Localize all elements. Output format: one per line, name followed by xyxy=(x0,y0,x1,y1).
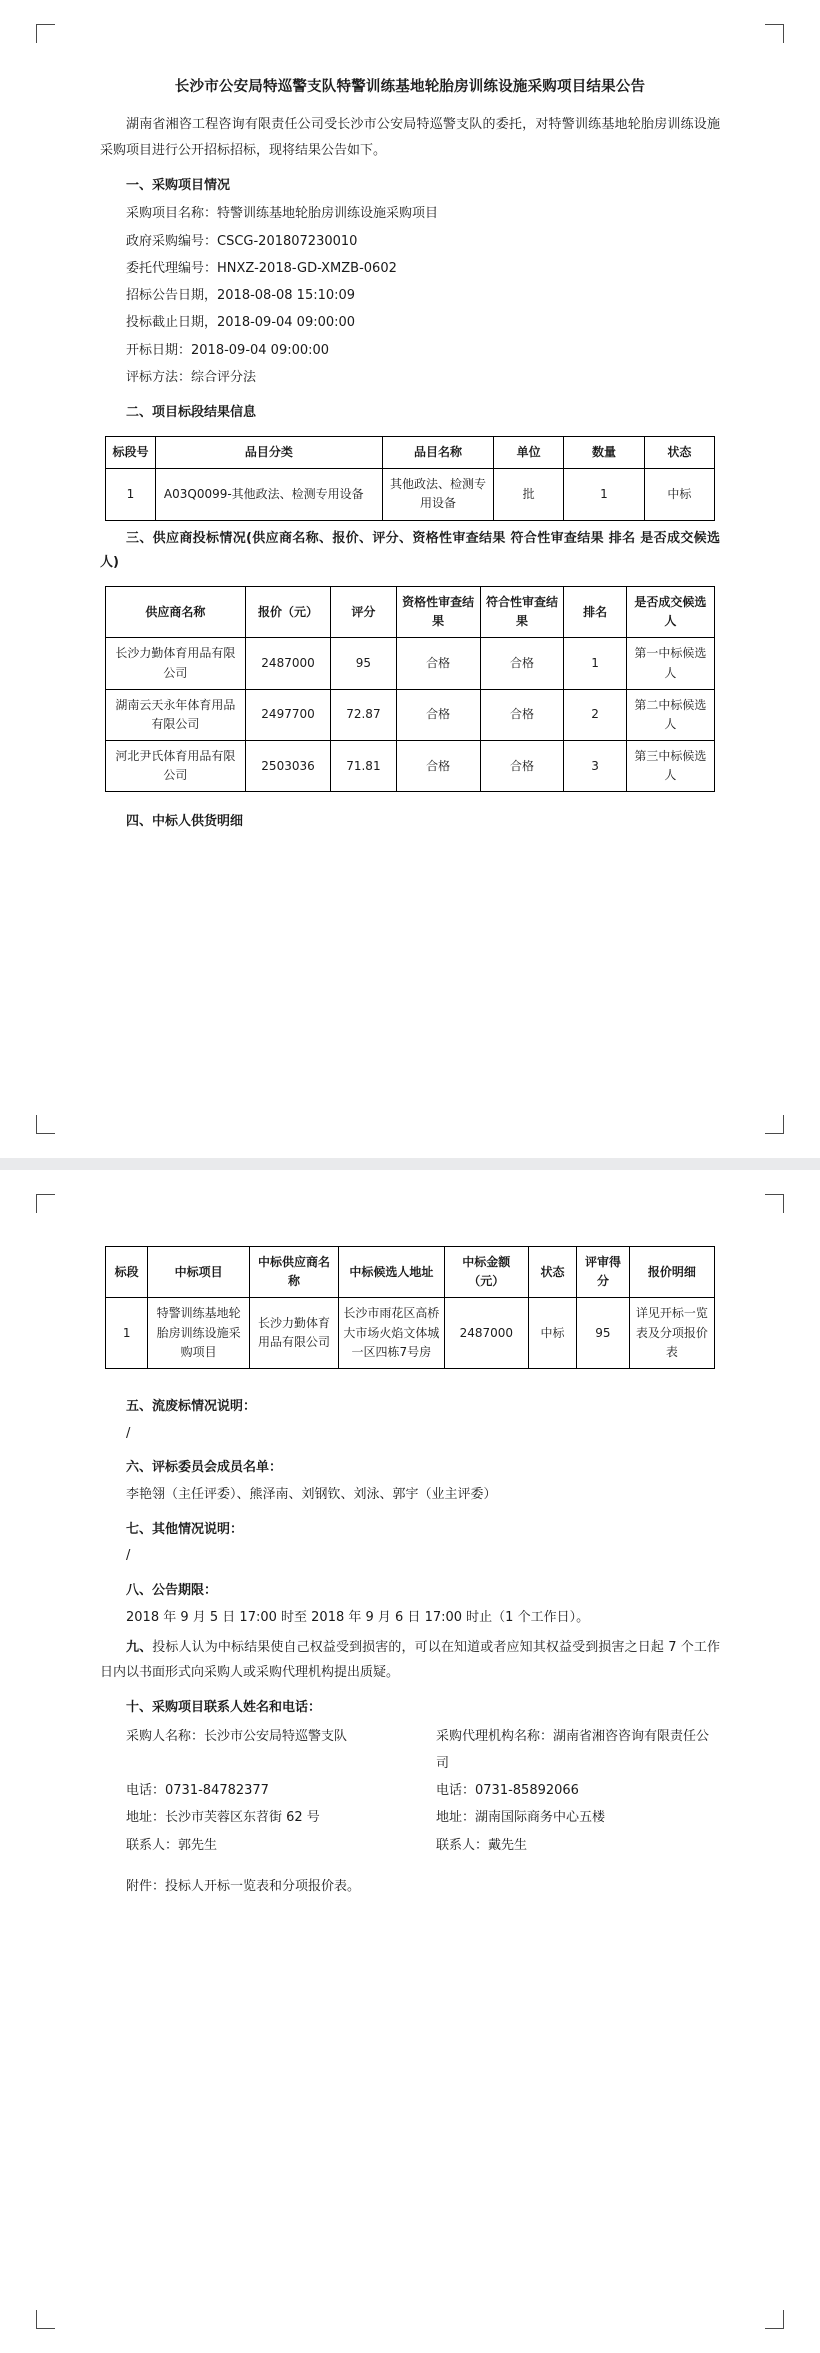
column-header: 状态 xyxy=(644,437,714,469)
page-2-content xyxy=(100,1236,720,1913)
table-cell: 河北尹氏体育用品有限公司 xyxy=(106,741,246,792)
table-cell: 长沙力勤体育用品有限公司 xyxy=(249,1298,338,1369)
crop-mark-bottom-left xyxy=(36,2310,55,2329)
column-header: 排名 xyxy=(564,586,626,637)
table-cell: 合格 xyxy=(396,741,480,792)
section-9-body: 投标人认为中标结果使自己权益受到损害的，可以在知道或者应知其权益受到损害之日起 7 个工作日内以书面形式向采购人或采购代理机构提出质疑。 xyxy=(100,1640,720,1681)
supplier-bid-table xyxy=(105,586,715,793)
table-cell: 2 xyxy=(564,689,626,740)
column-header: 报价（元） xyxy=(245,586,330,637)
lot-result-table xyxy=(105,436,715,521)
table-cell: 详见开标一览表及分项报价表 xyxy=(629,1298,714,1369)
crop-mark-top-right xyxy=(765,24,784,43)
section-3-heading: 三、供应商投标情况(供应商名称、报价、评分、资格性审查结果 符合性审查结果 排名 是否成交候选人) xyxy=(100,530,720,571)
column-header: 单位 xyxy=(493,437,563,469)
section-7-heading: 七、其他情况说明： xyxy=(126,1521,244,1537)
table-cell: 中标 xyxy=(528,1298,576,1369)
table-cell: 第三中标候选人 xyxy=(626,741,714,792)
evaluation-method-field: 评标方法：综合评分法 xyxy=(126,370,257,386)
table-cell: 特警训练基地轮胎房训练设施采购项目 xyxy=(148,1298,250,1369)
intro-paragraph: 湖南省湘咨工程咨询有限责任公司受长沙市公安局特巡警支队的委托，对特警训练基地轮胎房训练设施采购项目进行公开招标招标，现将结果公告如下。 xyxy=(100,116,720,158)
column-header: 品目名称 xyxy=(382,437,493,469)
purchaser-phone: 电话：0731-84782377 xyxy=(126,1783,269,1799)
table-cell: 1 xyxy=(564,638,626,689)
column-header: 报价明细 xyxy=(629,1247,714,1298)
table-cell: 95 xyxy=(577,1298,630,1369)
table-cell: 长沙力勤体育用品有限公司 xyxy=(106,638,246,689)
table-cell: 第一中标候选人 xyxy=(626,638,714,689)
section-5-body: / xyxy=(126,1425,131,1441)
section-1-heading: 一、采购项目情况 xyxy=(126,177,231,193)
table-row xyxy=(106,469,715,520)
table-cell: 第二中标候选人 xyxy=(626,689,714,740)
table-cell: A03Q0099-其他政法、检测专用设备 xyxy=(155,469,382,520)
crop-mark-top-left xyxy=(36,24,55,43)
table-cell: 72.87 xyxy=(331,689,396,740)
column-header: 品目分类 xyxy=(155,437,382,469)
winner-supply-table xyxy=(105,1246,715,1369)
section-8-body: 2018 年 9 月 5 日 17:00 时至 2018 年 9 月 6 日 17:00 时止（1 个工作日）。 xyxy=(126,1609,590,1625)
government-purchase-number-field: 政府采购编号：CSCG-201807230010 xyxy=(126,233,358,249)
table-row xyxy=(106,1298,715,1369)
agency-name: 采购代理机构名称：湖南省湘咨咨询有限责任公司 xyxy=(436,1728,710,1771)
table-cell: 合格 xyxy=(480,638,564,689)
column-header: 供应商名称 xyxy=(106,586,246,637)
table-cell: 其他政法、检测专用设备 xyxy=(382,469,493,520)
table-cell: 1 xyxy=(564,469,644,520)
agency-phone: 电话：0731-85892066 xyxy=(436,1783,579,1799)
agency-contact: 联系人：戴先生 xyxy=(436,1837,528,1853)
contact-grid xyxy=(126,1723,720,1859)
column-header: 标段号 xyxy=(106,437,156,469)
column-header: 数量 xyxy=(564,437,644,469)
announcement-date-field: 招标公告日期，2018-08-08 15:10:09 xyxy=(126,288,356,304)
purchaser-address: 地址：长沙市芙蓉区东苕街 62 号 xyxy=(126,1810,320,1826)
page-1-sheet xyxy=(40,28,780,1130)
table-cell: 2503036 xyxy=(245,741,330,792)
table-cell: 71.81 xyxy=(331,741,396,792)
table-cell: 合格 xyxy=(480,689,564,740)
column-header: 评审得分 xyxy=(577,1247,630,1298)
column-header: 是否成交候选人 xyxy=(626,586,714,637)
table-cell: 合格 xyxy=(480,741,564,792)
bid-opening-date-field: 开标日期：2018-09-04 09:00:00 xyxy=(126,342,330,358)
table-cell: 3 xyxy=(564,741,626,792)
project-name-field: 采购项目名称：特警训练基地轮胎房训练设施采购项目 xyxy=(126,206,439,222)
attachment-note: 附件：投标人开标一览表和分项报价表。 xyxy=(126,1878,361,1894)
table-header-row xyxy=(106,1247,715,1298)
table-cell: 1 xyxy=(106,469,156,520)
crop-mark-bottom-right xyxy=(765,1115,784,1134)
column-header: 中标项目 xyxy=(148,1247,250,1298)
table-header-row xyxy=(106,586,715,637)
column-header: 中标候选人地址 xyxy=(339,1247,445,1298)
page-1-content xyxy=(100,74,720,837)
table-cell: 合格 xyxy=(396,638,480,689)
table-cell: 中标 xyxy=(644,469,714,520)
crop-mark-top-left xyxy=(36,1194,55,1213)
table-cell: 批 xyxy=(493,469,563,520)
table-cell: 95 xyxy=(331,638,396,689)
agent-number-field: 委托代理编号：HNXZ-2018-GD-XMZB-0602 xyxy=(126,260,397,276)
column-header: 符合性审查结果 xyxy=(480,586,564,637)
table-header-row xyxy=(106,437,715,469)
table-row xyxy=(106,689,715,740)
crop-mark-bottom-right xyxy=(765,2310,784,2329)
page-2-sheet xyxy=(40,1198,780,2325)
section-4-heading: 四、中标人供货明细 xyxy=(126,814,244,830)
column-header: 中标供应商名称 xyxy=(249,1247,338,1298)
column-header: 资格性审查结果 xyxy=(396,586,480,637)
table-row xyxy=(106,741,715,792)
section-2-heading: 二、项目标段结果信息 xyxy=(126,405,257,421)
section-9-block xyxy=(100,1636,720,1685)
document-page-1 xyxy=(0,0,820,1158)
section-8-heading: 八、公告期限： xyxy=(126,1583,218,1599)
agency-address: 地址：湖南国际商务中心五楼 xyxy=(436,1810,606,1826)
column-header: 评分 xyxy=(331,586,396,637)
table-cell: 合格 xyxy=(396,689,480,740)
table-cell: 长沙市雨花区高桥大市场火焰文体城一区四栋7号房 xyxy=(339,1298,445,1369)
column-header: 标段 xyxy=(106,1247,148,1298)
section-9-heading: 九、 xyxy=(126,1640,153,1656)
table-cell: 湖南云天永年体育用品有限公司 xyxy=(106,689,246,740)
table-row xyxy=(106,638,715,689)
crop-mark-bottom-left xyxy=(36,1115,55,1134)
table-cell: 2497700 xyxy=(245,689,330,740)
section-10-heading: 十、采购项目联系人姓名和电话： xyxy=(126,1699,322,1715)
section-6-heading: 六、评标委员会成员名单： xyxy=(126,1460,283,1476)
section-7-body: / xyxy=(126,1548,131,1564)
bid-deadline-field: 投标截止日期，2018-09-04 09:00:00 xyxy=(126,315,356,331)
column-header: 中标金额（元） xyxy=(444,1247,528,1298)
section-5-heading: 五、流废标情况说明： xyxy=(126,1398,257,1414)
section-6-body: 李艳翎（主任评委）、熊泽南、刘钢钦、刘泳、郭宇（业主评委） xyxy=(126,1487,497,1502)
document-page-2 xyxy=(0,1170,820,2353)
column-header: 状态 xyxy=(528,1247,576,1298)
table-cell: 2487000 xyxy=(444,1298,528,1369)
page-separator xyxy=(0,1158,820,1170)
page-title: 长沙市公安局特巡警支队特警训练基地轮胎房训练设施采购项目结果公告 xyxy=(174,79,646,95)
crop-mark-top-right xyxy=(765,1194,784,1213)
table-cell: 2487000 xyxy=(245,638,330,689)
purchaser-name: 采购人名称：长沙市公安局特巡警支队 xyxy=(126,1728,348,1744)
purchaser-contact: 联系人：郭先生 xyxy=(126,1837,218,1853)
table-cell: 1 xyxy=(106,1298,148,1369)
